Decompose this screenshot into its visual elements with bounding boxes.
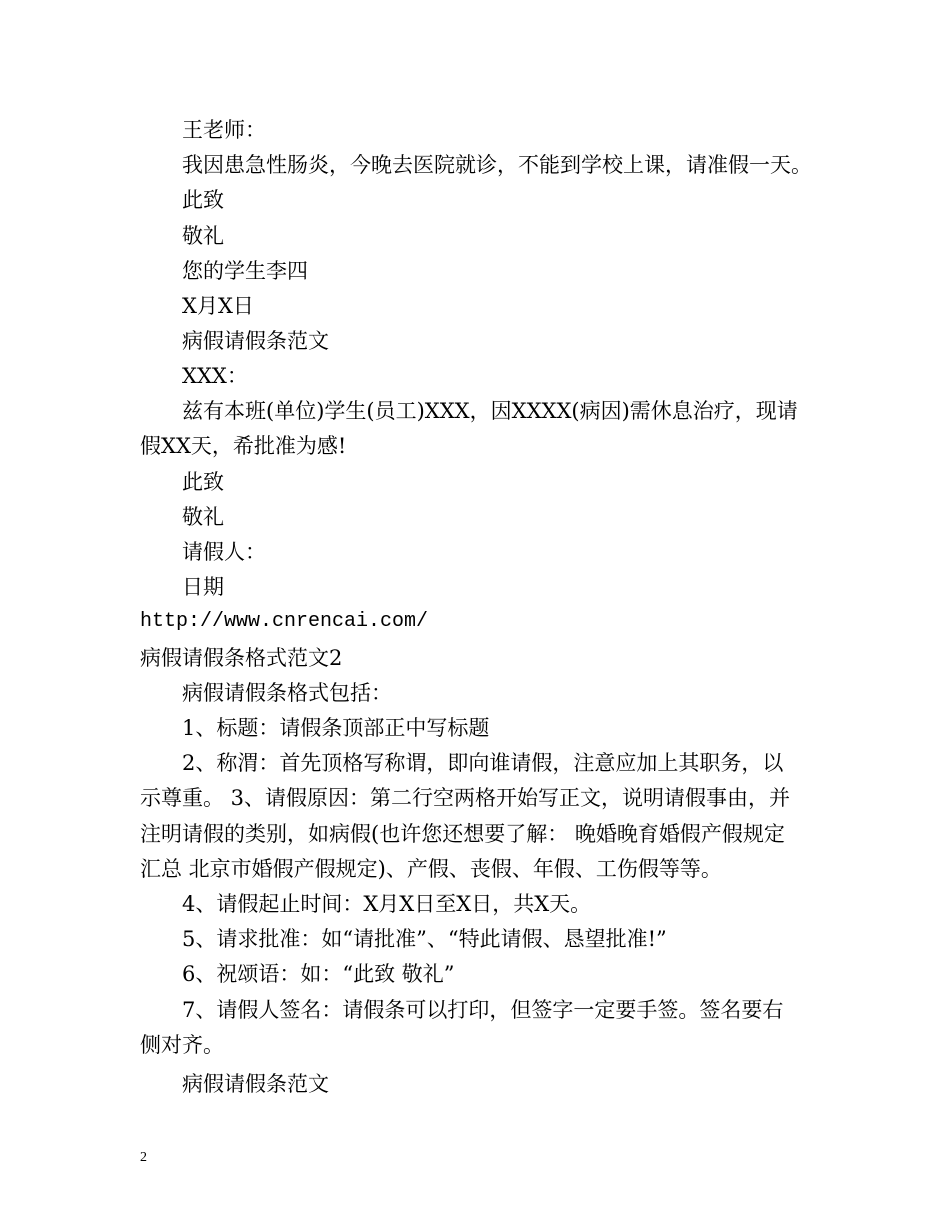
list-item: 2、称渭：首先顶格写称谓，即向谁请假，注意应加上其职务，以 [182, 751, 784, 775]
list-item-continuation: 汇总 北京市婚假产假规定)、产假、丧假、年假、工伤假等等。 [140, 857, 722, 881]
list-item-continuation: 侧对齐。 [140, 1033, 224, 1057]
list-item: 1、标题：请假条顶部正中写标题 [182, 716, 490, 740]
list-item-continuation: 注明请假的类别，如病假(也许您还想要了解： 晚婚晚育婚假产假规定 [140, 822, 785, 846]
closing-line: 敬礼 [182, 224, 224, 248]
section-heading: 病假请假条范文 [182, 1072, 329, 1096]
list-item: 7、请假人签名：请假条可以打印，但签字一定要手签。签名要右 [182, 998, 784, 1022]
date-line: X月X日 [182, 294, 254, 318]
date-line: 日期 [182, 575, 224, 599]
source-url: http://www.cnrencai.com/ [140, 610, 429, 633]
body-line: 病假请假条格式包括： [182, 681, 392, 705]
applicant-line: 请假人： [182, 540, 266, 564]
closing-line: 敬礼 [182, 505, 224, 529]
list-item: 6、祝颂语：如：“此致 敬礼” [182, 962, 455, 986]
closing-line: 此致 [182, 470, 224, 494]
body-line: 我因患急性肠炎，今晚去医院就诊，不能到学校上课，请准假一天。 [182, 153, 812, 177]
page-number: 2 [140, 1150, 147, 1165]
salutation-line: 王老师： [182, 118, 266, 142]
body-line: 兹有本班(单位)学生(员工)XXX，因XXXX(病因)需休息治疗，现请 [182, 399, 798, 423]
list-item: 4、请假起止时间：X月X日至X日，共X天。 [182, 892, 592, 916]
list-item-continuation: 示尊重。 3、请假原因：第二行空两格开始写正文，说明请假事由，并 [140, 786, 791, 810]
salutation-line: XXX： [182, 364, 248, 388]
section-heading: 病假请假条格式范文2 [140, 646, 343, 670]
closing-line: 此致 [182, 188, 224, 212]
section-heading: 病假请假条范文 [182, 329, 329, 353]
signature-line: 您的学生李四 [182, 259, 308, 283]
list-item: 5、请求批准：如“请批准”、“特此请假、恳望批准!” [182, 927, 667, 951]
body-line: 假XX天，希批准为感! [140, 434, 347, 458]
